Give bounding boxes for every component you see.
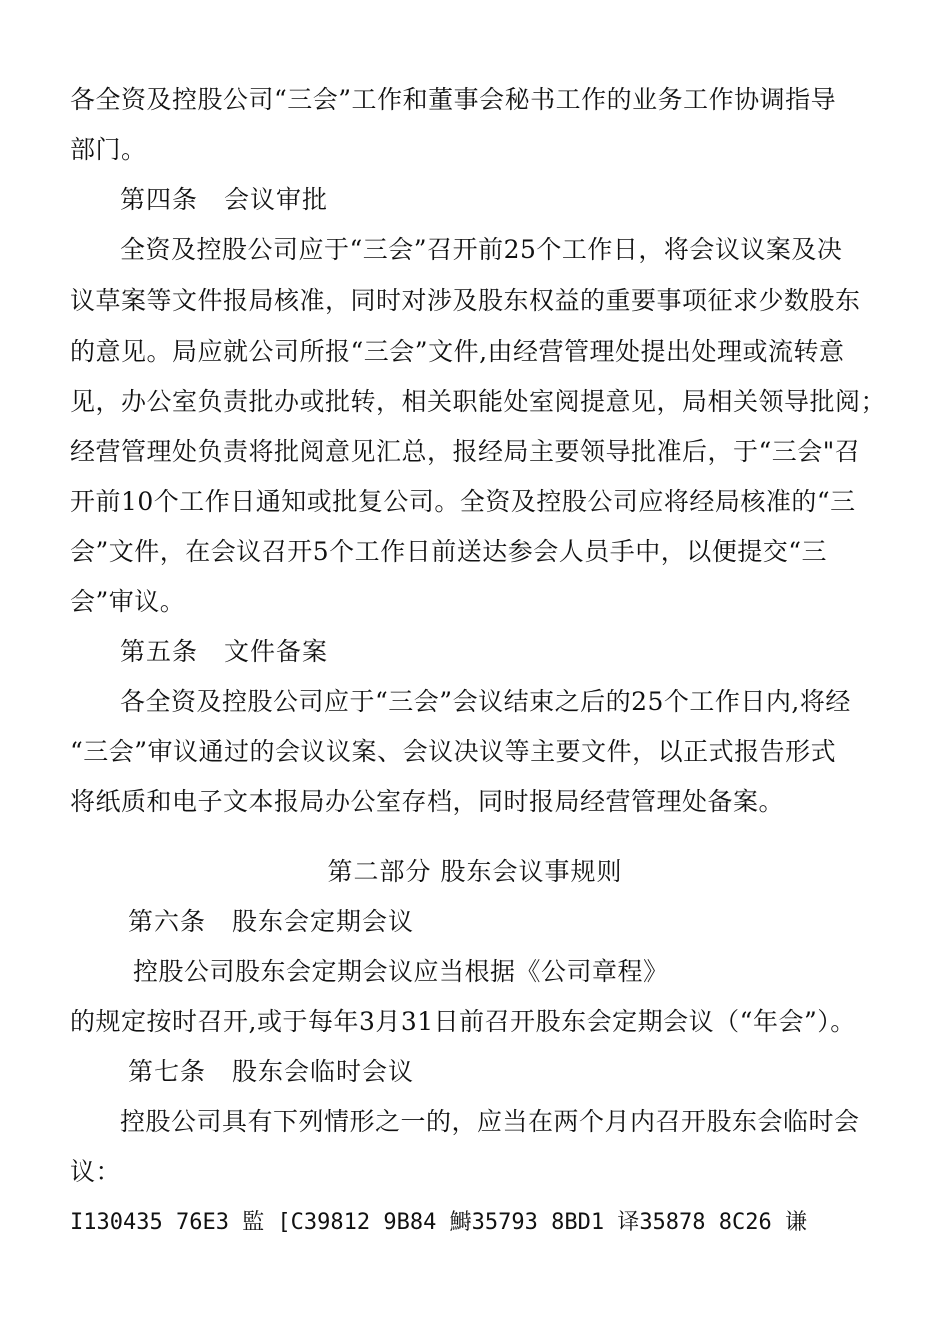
paragraph-line: “三会”审议通过的会议议案、会议决议等主要文件，以正式报告形式: [70, 737, 837, 766]
paragraph-line: 开前10个工作日通知或批复公司。全资及控股公司应将经局核准的“三: [70, 487, 856, 516]
article-4-heading: 第四条 会议审批: [120, 185, 329, 214]
paragraph-line: 议草案等文件报局核准，同时对涉及股东权益的重要事项征求少数股东: [70, 286, 861, 315]
paragraph-line: 的意见。局应就公司所报“三会”文件,由经营管理处提出处理或流转意: [70, 337, 845, 366]
paragraph-line: 控股公司具有下列情形之一的，应当在两个月内召开股东会临时会: [120, 1107, 860, 1136]
paragraph-line: 各全资及控股公司应于“三会”会议结束之后的25个工作日内,将经: [120, 687, 851, 716]
section-title: 第二部分 股东会议事规则: [327, 857, 623, 886]
article-5-heading: 第五条 文件备案: [120, 637, 329, 666]
paragraph-line: 控股公司股东会定期会议应当根据《公司章程》: [133, 957, 669, 986]
garbled-text-line: I130435 76E3 監 [C39812 9B84 鰣35793 8BD1 译35878 8C26 谦: [70, 1210, 808, 1235]
paragraph-line: 部门。: [70, 135, 147, 164]
article-7-heading: 第七条 股东会临时会议: [128, 1057, 415, 1086]
paragraph-line: 的规定按时召开,或于每年3月31日前召开股东会定期会议（“年会”）。: [70, 1007, 856, 1036]
paragraph-line: 见，办公室负责批办或批转，相关职能处室阅提意见，局相关领导批阅；: [70, 387, 887, 416]
paragraph-line: 全资及控股公司应于“三会”召开前25个工作日，将会议议案及决: [120, 235, 843, 264]
paragraph-line: 将纸质和电子文本报局办公室存档，同时报局经营管理处备案。: [70, 787, 785, 816]
paragraph-line: 议：: [70, 1157, 122, 1186]
article-6-heading: 第六条 股东会定期会议: [128, 907, 415, 936]
paragraph-line: 各全资及控股公司“三会”工作和董事会秘书工作的业务工作协调指导: [70, 85, 837, 114]
paragraph-line: 经营管理处负责将批阅意见汇总，报经局主要领导批准后，于“三会"召: [70, 437, 861, 466]
paragraph-line: 会”文件，在会议召开5个工作日前送达参会人员手中，以便提交“三: [70, 537, 827, 566]
paragraph-line: 会”审议。: [70, 587, 186, 616]
